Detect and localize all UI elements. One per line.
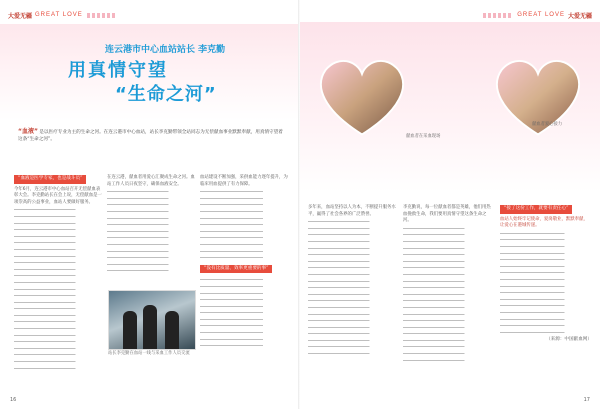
right-column-2 xyxy=(403,205,491,363)
lead-text: 是以医疗专业为主的生命之河。在连云港市中心血站，站长李克勤带领全站同志为无偿献血事业默默奉献，用真情守望着这条“生命之河”。 xyxy=(18,130,283,142)
text-line xyxy=(200,215,290,222)
text-line xyxy=(403,357,491,364)
heart-photo-left xyxy=(314,52,410,140)
photo-person xyxy=(143,305,157,349)
right-column-3-text: 血站人始终牢记使命，爱岗敬业，默默奉献，让爱心在港城传递。 xyxy=(500,216,588,229)
text-line xyxy=(500,296,592,303)
article-source: （来源：中国献血网） xyxy=(546,337,592,343)
text-line xyxy=(14,338,102,345)
text-line xyxy=(308,350,396,357)
heart-right-caption: 献血者爱心接力 xyxy=(532,122,563,127)
text-line xyxy=(107,195,195,202)
text-line xyxy=(200,303,290,310)
text-line xyxy=(14,332,102,339)
text-line xyxy=(14,286,102,293)
text-line xyxy=(14,239,102,246)
text-line xyxy=(308,245,396,252)
text-line xyxy=(14,213,102,220)
text-line xyxy=(403,330,491,337)
left-section-label: 大爱无疆 xyxy=(8,13,33,20)
text-line xyxy=(200,234,290,241)
text-line xyxy=(107,248,195,255)
left-column-1 xyxy=(14,175,102,371)
right-section-label: 大爱无疆 xyxy=(567,13,592,20)
text-line xyxy=(14,266,102,273)
text-line xyxy=(200,248,290,255)
text-line xyxy=(500,276,592,283)
text-line xyxy=(500,256,592,263)
text-line xyxy=(14,206,102,213)
heart-icon xyxy=(314,52,410,140)
column-2-text: 在连云港，献血者用爱心汇聚成生命之河。血站工作人员日夜坚守，确保血液安全。 xyxy=(107,175,195,187)
text-line xyxy=(200,208,290,215)
column-3-text: 血站建设不断加强，采供血能力逐年提升，为临床用血提供了有力保障。 xyxy=(200,175,288,187)
heart-left-caption: 献血者在采血现场 xyxy=(406,134,441,139)
text-line xyxy=(14,253,102,260)
left-column-2 xyxy=(107,175,195,274)
text-line xyxy=(107,201,195,208)
text-line xyxy=(14,345,102,352)
text-line xyxy=(200,342,290,349)
lead-paragraph xyxy=(18,128,284,143)
text-line xyxy=(14,351,102,358)
photo-person xyxy=(165,311,179,349)
text-line xyxy=(200,290,290,297)
text-line xyxy=(107,234,195,241)
text-line xyxy=(308,330,396,337)
text-line xyxy=(403,297,491,304)
text-line xyxy=(403,337,491,344)
text-line xyxy=(14,358,102,365)
text-line xyxy=(14,312,102,319)
right-column-3 xyxy=(500,205,592,344)
text-line xyxy=(403,311,491,318)
text-line xyxy=(14,325,102,332)
text-line xyxy=(200,241,290,248)
photo-caption: 站长李克勤在血站一线与采血工作人员交流 xyxy=(108,351,190,356)
text-line xyxy=(403,238,491,245)
text-line xyxy=(308,317,396,324)
right-column-2-text: 李克勤说，每一位献血者都是英雄，他们用热血挽救生命，我们要用真情守望这条生命之河。 xyxy=(403,205,491,224)
text-line xyxy=(403,291,491,298)
left-great-love-label: GREAT LOVE xyxy=(35,12,83,18)
column-3-subhead: “没有比质量、效率更重要的事” xyxy=(200,265,272,274)
right-column-1-text: 多年来，血站坚持以人为本，不断提升服务水平，赢得了社会各界的广泛赞誉。 xyxy=(308,205,396,217)
text-line xyxy=(14,292,102,299)
text-line xyxy=(500,309,592,316)
text-line xyxy=(200,283,290,290)
text-line xyxy=(14,299,102,306)
hero-title: 用真情守望 xyxy=(68,60,168,81)
text-line xyxy=(308,304,396,311)
text-line xyxy=(200,316,290,323)
text-line xyxy=(308,311,396,318)
right-page-number: 17 xyxy=(583,397,590,403)
left-header xyxy=(8,8,121,22)
text-line xyxy=(200,195,290,202)
text-line xyxy=(107,228,195,235)
text-line xyxy=(308,278,396,285)
text-line xyxy=(200,329,290,336)
text-line xyxy=(308,258,396,265)
right-header xyxy=(479,8,592,22)
text-line xyxy=(403,258,491,265)
text-line xyxy=(403,225,491,232)
text-line xyxy=(500,322,592,329)
text-line xyxy=(200,188,290,195)
text-line xyxy=(308,324,396,331)
text-line xyxy=(308,291,396,298)
text-line xyxy=(107,188,195,195)
hearts-photo-banner xyxy=(300,22,600,192)
photo-person xyxy=(123,311,137,349)
text-line xyxy=(107,267,195,274)
text-line xyxy=(200,228,290,235)
right-great-love-label: GREAT LOVE xyxy=(517,12,565,18)
text-line xyxy=(200,254,290,261)
text-line xyxy=(200,221,290,228)
text-line xyxy=(500,243,592,250)
text-line xyxy=(500,230,592,237)
column-1-subhead: “血液是医学专家，也是战斗员” xyxy=(14,175,86,184)
hero-banner xyxy=(0,24,300,120)
text-line xyxy=(308,284,396,291)
text-line xyxy=(107,254,195,261)
text-line xyxy=(107,221,195,228)
text-line xyxy=(403,284,491,291)
text-line xyxy=(14,226,102,233)
text-line xyxy=(308,225,396,232)
text-line xyxy=(403,251,491,258)
text-line xyxy=(14,305,102,312)
text-line xyxy=(403,264,491,271)
text-line xyxy=(308,218,396,225)
text-line xyxy=(308,297,396,304)
text-line xyxy=(403,317,491,324)
text-line xyxy=(308,343,396,350)
text-line xyxy=(500,236,592,243)
text-line xyxy=(14,365,102,372)
text-line xyxy=(200,276,290,283)
text-line xyxy=(107,241,195,248)
text-line xyxy=(200,201,290,208)
text-line xyxy=(14,318,102,325)
text-line xyxy=(107,215,195,222)
text-line xyxy=(500,283,592,290)
text-line xyxy=(500,302,592,309)
text-line xyxy=(500,263,592,270)
header-dots-decoration xyxy=(87,13,117,18)
lead-keyword: “血液” xyxy=(18,128,38,135)
text-line xyxy=(308,337,396,344)
text-line xyxy=(500,289,592,296)
text-line xyxy=(308,271,396,278)
right-column-3-subhead: “接了这份工作，就要有责任心” xyxy=(500,205,572,214)
column-1-text: 今年6月，连云港市中心血站召开无偿献血表彰大会。李克勤站长在会上说，无偿献血是一项崇高的公益事业，血站人要做好服务。 xyxy=(14,186,102,205)
text-line xyxy=(403,271,491,278)
hero-subtitle: “生命之河” xyxy=(115,84,217,105)
header-dots-decoration xyxy=(483,13,513,18)
text-line xyxy=(200,309,290,316)
right-page xyxy=(300,0,600,409)
text-line xyxy=(403,350,491,357)
left-column-3 xyxy=(200,175,290,349)
left-page-number: 16 xyxy=(10,397,17,403)
text-line xyxy=(308,238,396,245)
text-line xyxy=(308,231,396,238)
text-line xyxy=(14,259,102,266)
text-line xyxy=(14,272,102,279)
text-line xyxy=(403,343,491,350)
text-line xyxy=(200,336,290,343)
text-line xyxy=(107,208,195,215)
text-line xyxy=(500,250,592,257)
text-line xyxy=(403,278,491,285)
text-line xyxy=(200,322,290,329)
text-line xyxy=(500,316,592,323)
text-line xyxy=(403,231,491,238)
text-line xyxy=(403,245,491,252)
text-line xyxy=(500,269,592,276)
text-line xyxy=(14,279,102,286)
text-line xyxy=(14,246,102,253)
text-line xyxy=(200,296,290,303)
text-line xyxy=(308,264,396,271)
text-line xyxy=(500,329,592,336)
text-line xyxy=(308,251,396,258)
right-column-1 xyxy=(308,205,396,357)
article-photo xyxy=(108,290,196,350)
hero-city-line: 连云港市中心血站站长 李克勤 xyxy=(105,45,226,55)
text-line xyxy=(403,304,491,311)
text-line xyxy=(107,261,195,268)
text-line xyxy=(14,220,102,227)
text-line xyxy=(14,233,102,240)
text-line xyxy=(403,324,491,331)
